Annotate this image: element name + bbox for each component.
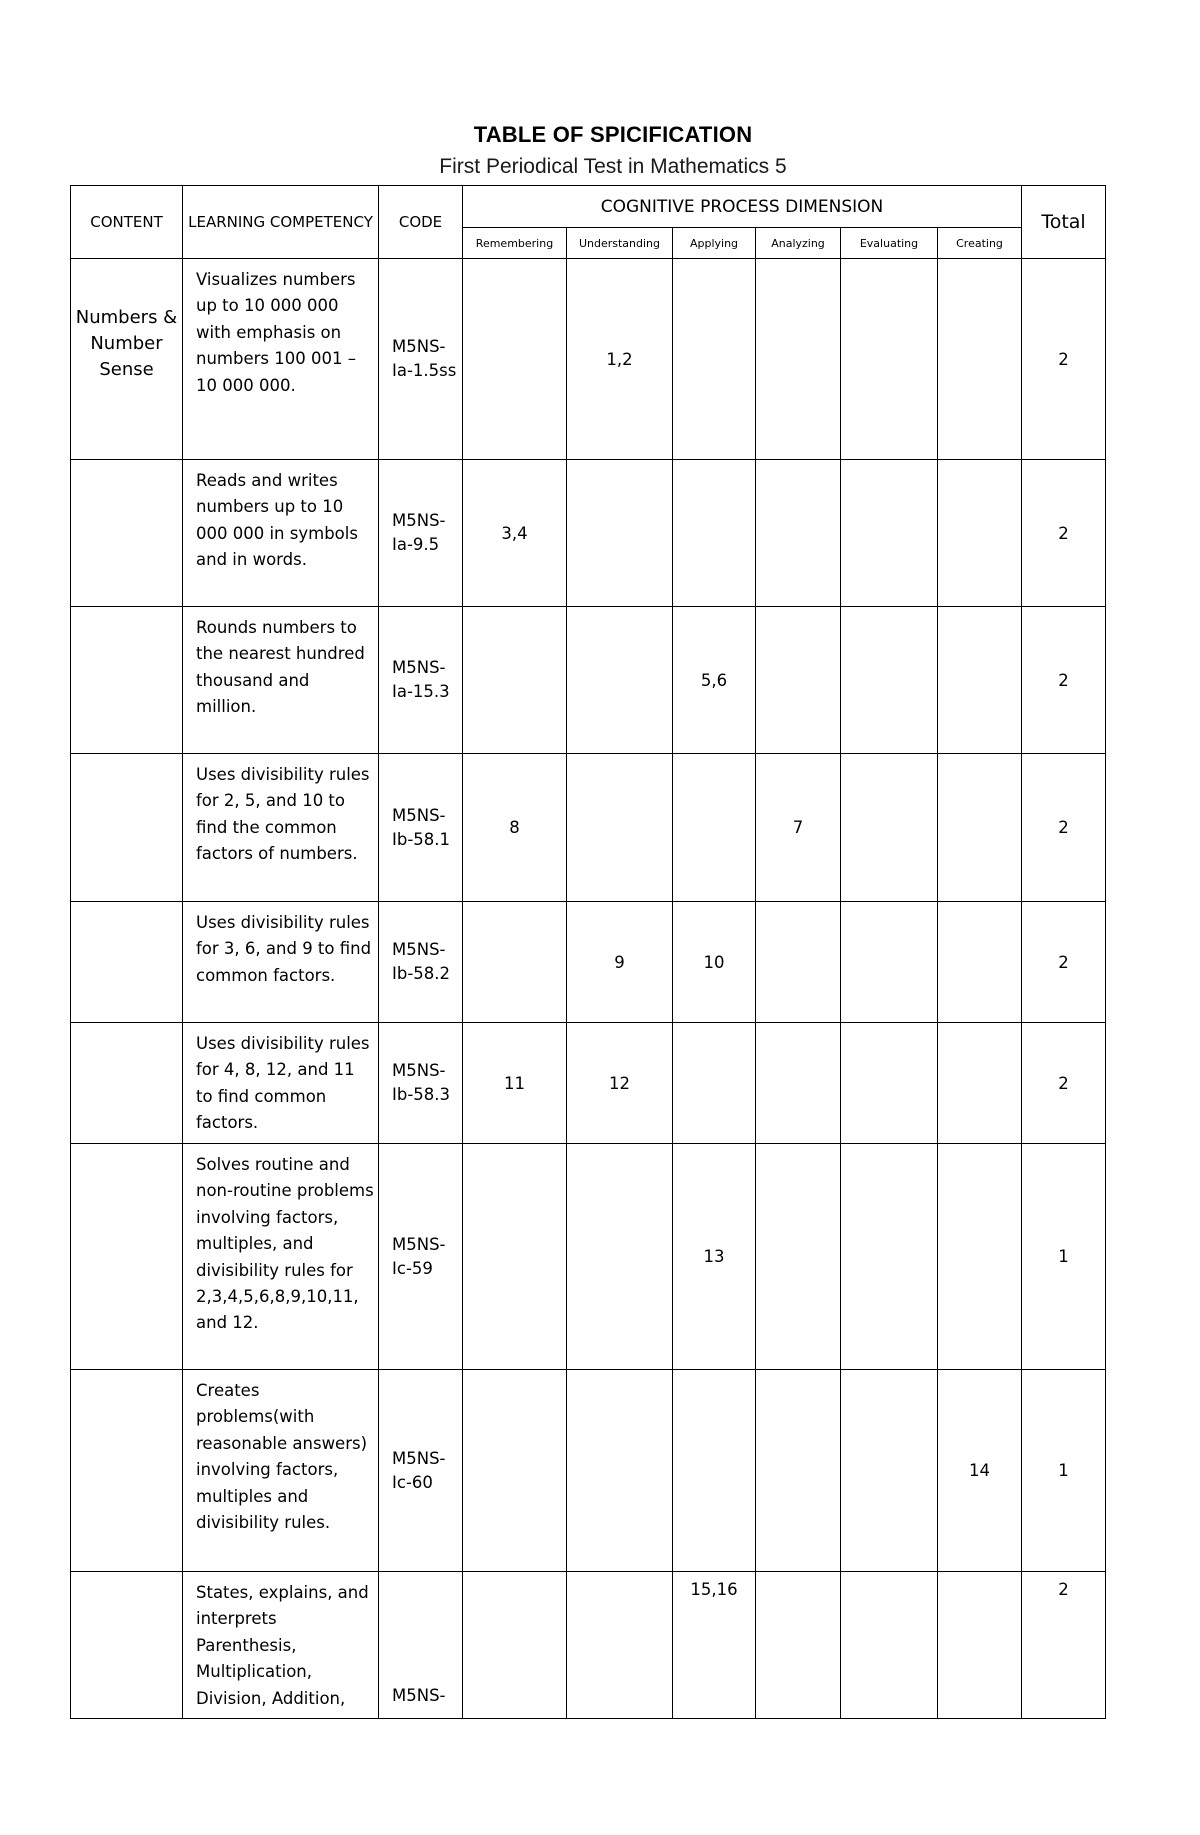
applying-cell <box>673 1023 756 1144</box>
header-code: CODE <box>379 186 463 259</box>
understanding-cell <box>567 1572 673 1719</box>
analyzing-cell: 7 <box>756 754 841 902</box>
table-row <box>71 460 1106 607</box>
code-cell: M5NS-Ib-58.2 <box>379 902 463 1023</box>
code-cell: M5NS-Ib-58.3 <box>379 1023 463 1144</box>
evaluating-cell <box>841 902 938 1023</box>
creating-cell <box>938 259 1022 460</box>
total-cell: 1 <box>1022 1144 1106 1370</box>
table-row <box>71 259 1106 460</box>
creating-cell <box>938 460 1022 607</box>
remembering-cell: 11 <box>463 1023 567 1144</box>
evaluating-cell <box>841 1572 938 1719</box>
analyzing-cell <box>756 902 841 1023</box>
evaluating-cell <box>841 460 938 607</box>
table-row <box>71 607 1106 754</box>
content-cell: Numbers & Number Sense <box>71 259 183 460</box>
competency-cell: Uses divisibility rules for 4, 8, 12, and 11 to find common factors. <box>183 1023 379 1144</box>
evaluating-cell <box>841 754 938 902</box>
understanding-cell <box>567 1370 673 1572</box>
creating-cell <box>938 754 1022 902</box>
competency-cell: States, explains, and interprets Parenthesis, Multiplication, Division, Addition, <box>183 1572 379 1719</box>
remembering-cell <box>463 902 567 1023</box>
analyzing-cell <box>756 607 841 754</box>
content-cell <box>71 1572 183 1719</box>
header-content: CONTENT <box>71 186 183 259</box>
applying-cell <box>673 1370 756 1572</box>
understanding-cell <box>567 754 673 902</box>
table-row <box>71 1370 1106 1572</box>
remembering-cell: 3,4 <box>463 460 567 607</box>
creating-cell <box>938 1023 1022 1144</box>
specification-table <box>70 185 1106 1719</box>
document-title: TABLE OF SPICIFICATION <box>473 122 753 147</box>
header-understanding: Understanding <box>567 228 673 259</box>
creating-cell <box>938 1144 1022 1370</box>
total-cell: 2 <box>1022 607 1106 754</box>
table-row <box>71 1572 1106 1719</box>
content-cell <box>71 1370 183 1572</box>
code-cell: M5NS-Ib-58.1 <box>379 754 463 902</box>
competency-cell: Uses divisibility rules for 2, 5, and 10 to find the common factors of numbers. <box>183 754 379 902</box>
total-cell: 1 <box>1022 1370 1106 1572</box>
total-cell: 2 <box>1022 902 1106 1023</box>
applying-cell <box>673 259 756 460</box>
competency-cell: Reads and writes numbers up to 10 000 000 in symbols and in words. <box>183 460 379 607</box>
remembering-cell <box>463 1370 567 1572</box>
analyzing-cell <box>756 259 841 460</box>
header-analyzing: Analyzing <box>756 228 841 259</box>
competency-cell: Uses divisibility rules for 3, 6, and 9 to find common factors. <box>183 902 379 1023</box>
header-total: Total <box>1022 186 1106 259</box>
header-evaluating: Evaluating <box>841 228 938 259</box>
applying-cell: 5,6 <box>673 607 756 754</box>
applying-cell: 15,16 <box>673 1572 756 1719</box>
analyzing-cell <box>756 1572 841 1719</box>
content-cell <box>71 460 183 607</box>
content-cell <box>71 1023 183 1144</box>
remembering-cell <box>463 607 567 754</box>
header-creating: Creating <box>938 228 1022 259</box>
total-cell: 2 <box>1022 460 1106 607</box>
code-cell: M5NS-Ic-59 <box>379 1144 463 1370</box>
content-cell <box>71 754 183 902</box>
creating-cell <box>938 902 1022 1023</box>
code-cell: M5NS-Ia-15.3 <box>379 607 463 754</box>
understanding-cell: 9 <box>567 902 673 1023</box>
evaluating-cell <box>841 607 938 754</box>
header-remembering: Remembering <box>463 228 567 259</box>
content-cell <box>71 902 183 1023</box>
header-applying: Applying <box>673 228 756 259</box>
applying-cell: 10 <box>673 902 756 1023</box>
remembering-cell <box>463 259 567 460</box>
applying-cell <box>673 754 756 902</box>
analyzing-cell <box>756 460 841 607</box>
table-row <box>71 902 1106 1023</box>
table-row <box>71 1023 1106 1144</box>
applying-cell <box>673 460 756 607</box>
total-cell: 2 <box>1022 1023 1106 1144</box>
understanding-cell <box>567 607 673 754</box>
remembering-cell <box>463 1572 567 1719</box>
understanding-cell: 1,2 <box>567 259 673 460</box>
header-cognitive-process-dimension: COGNITIVE PROCESS DIMENSION <box>463 186 1022 228</box>
table-row <box>71 754 1106 902</box>
code-cell: M5NS-Ia-1.5ss <box>379 259 463 460</box>
competency-cell: Creates problems(with reasonable answers) involving factors, multiples and divisibility rules. <box>183 1370 379 1572</box>
understanding-cell: 12 <box>567 1023 673 1144</box>
analyzing-cell <box>756 1023 841 1144</box>
understanding-cell <box>567 460 673 607</box>
creating-cell <box>938 607 1022 754</box>
evaluating-cell <box>841 1144 938 1370</box>
remembering-cell: 8 <box>463 754 567 902</box>
table-row <box>71 1144 1106 1370</box>
applying-cell: 13 <box>673 1144 756 1370</box>
code-cell: M5NS-Ia-9.5 <box>379 460 463 607</box>
evaluating-cell <box>841 1023 938 1144</box>
total-cell: 2 <box>1022 1572 1106 1719</box>
code-cell: M5NS-Ic-60 <box>379 1370 463 1572</box>
analyzing-cell <box>756 1370 841 1572</box>
content-cell <box>71 1144 183 1370</box>
analyzing-cell <box>756 1144 841 1370</box>
competency-cell: Rounds numbers to the nearest hundred thousand and million. <box>183 607 379 754</box>
evaluating-cell <box>841 259 938 460</box>
creating-cell: 14 <box>938 1370 1022 1572</box>
total-cell: 2 <box>1022 754 1106 902</box>
code-cell: M5NS- <box>379 1572 463 1719</box>
understanding-cell <box>567 1144 673 1370</box>
document-subtitle: First Periodical Test in Mathematics 5 <box>439 155 787 178</box>
remembering-cell <box>463 1144 567 1370</box>
header-learning-competency: LEARNING COMPETENCY <box>183 186 379 259</box>
competency-cell: Visualizes numbers up to 10 000 000 with emphasis on numbers 100 001 – 10 000 000. <box>183 259 379 460</box>
total-cell: 2 <box>1022 259 1106 460</box>
competency-cell: Solves routine and non-routine problems involving factors, multiples, and divisibility rules for 2,3,4,5,6,8,9,10,11, and 12. <box>183 1144 379 1370</box>
creating-cell <box>938 1572 1022 1719</box>
evaluating-cell <box>841 1370 938 1572</box>
content-cell <box>71 607 183 754</box>
